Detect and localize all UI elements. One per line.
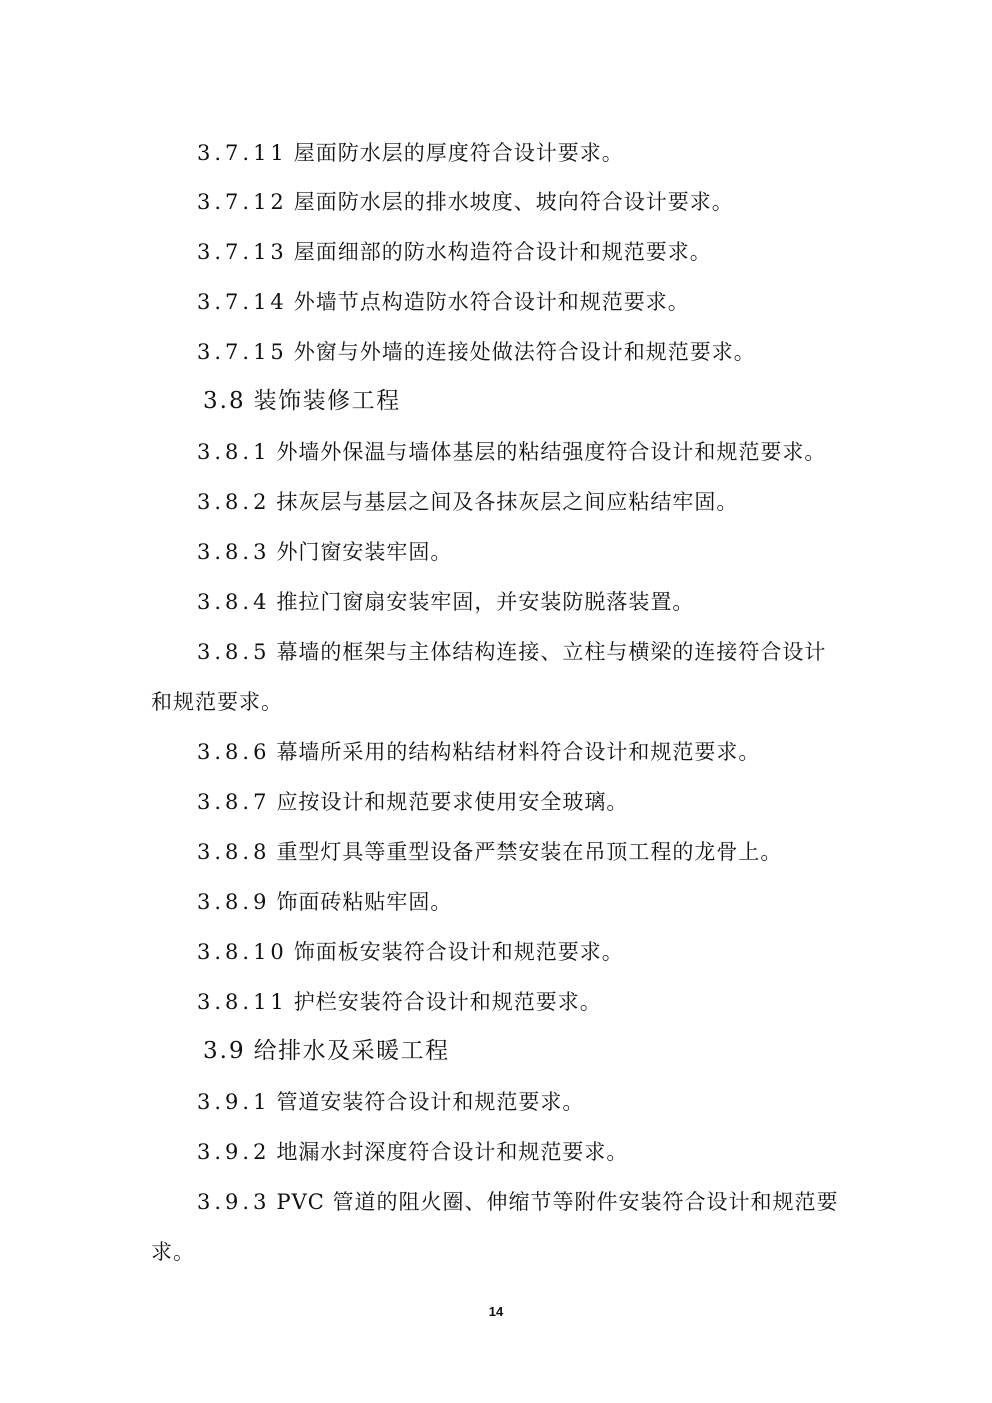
clause-text: 地漏水封深度符合设计和规范要求。 <box>276 1140 629 1164</box>
clause-text: 推拉门窗扇安装牢固，并安装防脱落装置。 <box>276 590 695 614</box>
clause-3-9-3-continuation <box>151 1239 195 1265</box>
clause-number: 3.8.7 <box>197 790 271 814</box>
clause-text: 饰面砖粘贴牢固。 <box>276 890 453 914</box>
clause-number: 3.7.12 <box>197 190 288 214</box>
clause-3-9-2 <box>197 1139 628 1165</box>
clause-3-8-10 <box>197 939 624 965</box>
clause-3-8-7 <box>197 789 628 815</box>
clause-text: 应按设计和规范要求使用安全玻璃。 <box>276 790 629 814</box>
clause-text-continued: 求。 <box>151 1240 195 1264</box>
clause-text: 重型灯具等重型设备严禁安装在吊顶工程的龙骨上。 <box>276 840 783 864</box>
clause-text: 屋面防水层的厚度符合设计要求。 <box>293 141 624 165</box>
clause-3-9-3 <box>197 1189 838 1215</box>
clause-3-7-11 <box>197 140 624 166</box>
clause-number: 3.8.8 <box>197 840 271 864</box>
clause-text: 屋面防水层的排水坡度、坡向符合设计要求。 <box>293 190 734 214</box>
clause-3-8-2 <box>197 489 738 515</box>
clause-number: 3.9.3 <box>197 1190 271 1214</box>
page-number: 14 <box>488 1304 504 1319</box>
section-number: 3.8 <box>203 388 246 414</box>
clause-text: 幕墙的框架与主体结构连接、立柱与横梁的连接符合设计 <box>276 640 827 664</box>
clause-3-8-3 <box>197 539 452 565</box>
clause-3-9-1 <box>197 1089 584 1115</box>
clause-3-8-5-continuation <box>151 689 283 715</box>
clause-text-continued: 和规范要求。 <box>151 690 283 714</box>
section-heading-3-8 <box>203 388 401 414</box>
clause-number: 3.8.5 <box>197 640 271 664</box>
clause-number: 3.9.1 <box>197 1090 271 1114</box>
clause-text: 幕墙所采用的结构粘结材料符合设计和规范要求。 <box>276 740 761 764</box>
clause-number: 3.7.14 <box>197 290 288 314</box>
clause-3-7-14 <box>197 289 690 315</box>
clause-text: 抹灰层与基层之间及各抹灰层之间应粘结牢固。 <box>276 490 739 514</box>
section-heading-3-9 <box>203 1038 450 1064</box>
clause-text: 外墙外保温与墙体基层的粘结强度符合设计和规范要求。 <box>276 440 827 464</box>
clause-text: 外门窗安装牢固。 <box>276 540 453 564</box>
clause-number: 3.7.11 <box>197 141 288 165</box>
clause-text: 屋面细部的防水构造符合设计和规范要求。 <box>293 240 712 264</box>
clause-text: 外窗与外墙的连接处做法符合设计和规范要求。 <box>293 340 756 364</box>
clause-number: 3.8.4 <box>197 590 271 614</box>
clause-text: 管道安装符合设计和规范要求。 <box>276 1090 585 1114</box>
clause-number: 3.8.2 <box>197 490 271 514</box>
clause-text: PVC 管道的阻火圈、伸缩节等附件安装符合设计和规范要 <box>276 1190 839 1214</box>
clause-3-8-6 <box>197 739 760 765</box>
clause-number: 3.8.6 <box>197 740 271 764</box>
clause-3-8-8 <box>197 839 782 865</box>
clause-3-7-13 <box>197 239 712 265</box>
clause-number: 3.7.15 <box>197 340 288 364</box>
clause-3-7-12 <box>197 189 734 215</box>
clause-text: 外墙节点构造防水符合设计和规范要求。 <box>293 290 690 314</box>
clause-3-8-11 <box>197 989 602 1015</box>
clause-number: 3.8.11 <box>197 990 288 1014</box>
section-title: 给排水及采暖工程 <box>253 1038 450 1064</box>
section-title: 装饰装修工程 <box>253 388 401 414</box>
clause-number: 3.9.2 <box>197 1140 271 1164</box>
clause-3-8-5 <box>197 639 826 665</box>
clause-3-8-1 <box>197 439 826 465</box>
clause-3-8-9 <box>197 889 452 915</box>
clause-number: 3.8.3 <box>197 540 271 564</box>
clause-number: 3.8.9 <box>197 890 271 914</box>
section-number: 3.9 <box>203 1038 246 1064</box>
clause-text: 护栏安装符合设计和规范要求。 <box>293 990 602 1014</box>
clause-number: 3.8.1 <box>197 440 271 464</box>
clause-number: 3.8.10 <box>197 940 288 964</box>
clause-text: 饰面板安装符合设计和规范要求。 <box>293 940 624 964</box>
clause-3-8-4 <box>197 589 694 615</box>
clause-number: 3.7.13 <box>197 240 288 264</box>
clause-3-7-15 <box>197 339 756 365</box>
